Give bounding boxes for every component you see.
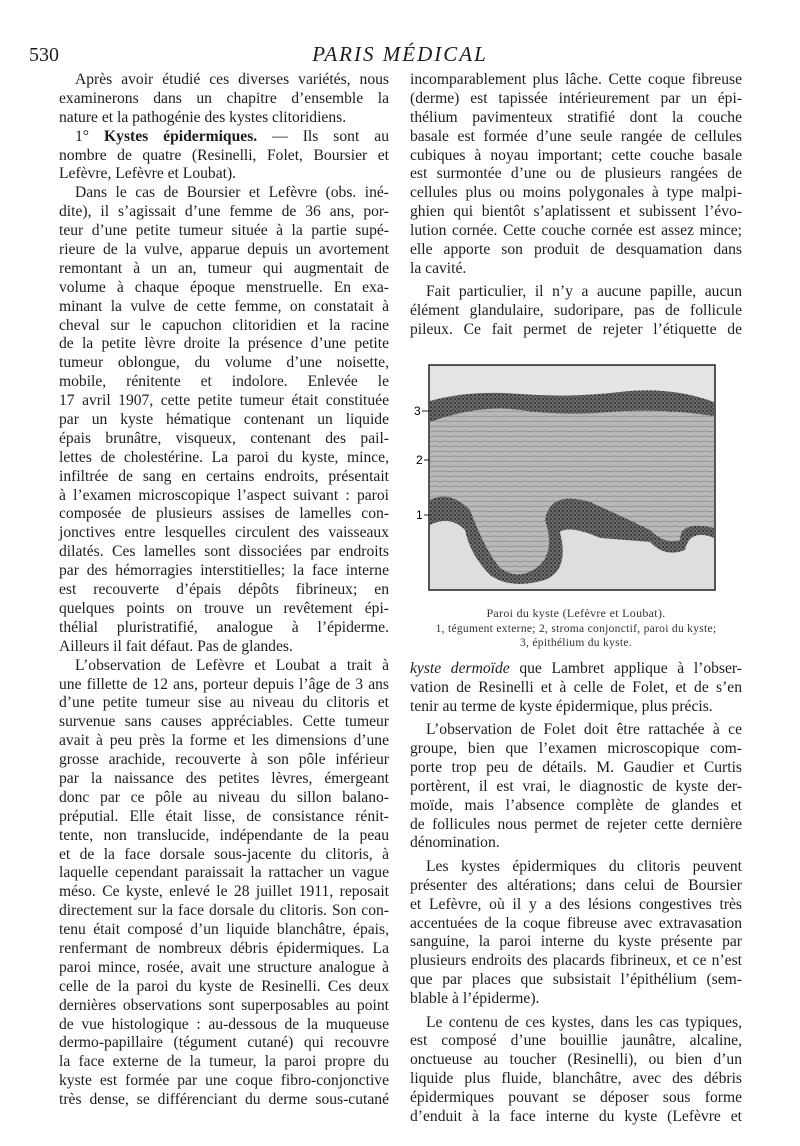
text-line: une fillette de 12 ans, porteur depuis l’âge de 3 ans — [59, 675, 389, 693]
text-line: à l’examen microscopique l’aspect suivant : paroi — [59, 486, 389, 504]
text-line: portèrent, il est vrai, le diagnostic de kyste der- — [410, 777, 742, 795]
text-line: mobile, rénitente et indolore. Enlevée le — [59, 373, 389, 391]
text-line: et Lefèvre, où il y a des lésions congestives très — [410, 895, 742, 913]
text-line: tenu était composé d’un liquide blanchâtre, épais, — [59, 921, 389, 939]
figure-labels — [414, 404, 430, 522]
text-line: blable à l’épiderme). — [410, 990, 540, 1008]
text-line: par un kyste hématique contenant un liquide — [59, 411, 389, 429]
text-line: infiltrée de sang en certains endroits, présentait — [59, 467, 389, 485]
text-line: Les kystes épidermiques du clitoris peuvent — [426, 857, 742, 875]
text-line: pileux. Ce fait permet de rejeter l’étiquette de — [410, 321, 742, 339]
text-line: quelques points on trouve un revêtement épi- — [59, 599, 389, 617]
text-line: jonctives entre lesquelles circulent des vaisseaux — [59, 524, 389, 542]
text-line: paroi mince, rosée, avait une structure analogue à — [59, 958, 389, 976]
text-line: teur d’une petite tumeur située à la partie supé- — [59, 222, 389, 240]
text-line: épais brunâtre, visqueux, contenant des pail- — [59, 429, 389, 447]
text-line: groupe, bien que l’examen microscopique com- — [410, 740, 742, 758]
text-line: elle apporte son produit de desquamation dans — [410, 241, 742, 259]
paragraph — [410, 721, 742, 853]
text-line: lettes de cholestérine. La paroi du kyste, mince, — [59, 448, 389, 466]
text-line: thélial pluristratifié, analogue à l’épiderme. — [59, 618, 389, 636]
text-line: porte trop peu de détails. M. Gaudier et Curtis — [410, 758, 742, 776]
figure-label-1: 1 — [416, 507, 423, 522]
histology-illustration — [410, 350, 742, 600]
figure-label-2: 2 — [416, 452, 423, 467]
text-line: accentuées de la coque fibreuse avec extravasation — [410, 914, 742, 932]
paragraph — [410, 858, 742, 1009]
text-line: lution cornée. Cette couche cornée est assez mince; — [410, 222, 742, 240]
text-line: 17 avril 1907, cette petite tumeur était constituée — [59, 392, 389, 410]
figure-histology — [410, 350, 742, 600]
right-column — [410, 71, 742, 1131]
text-line: de la petite lèvre droite la présence d’une petite — [59, 335, 389, 353]
paragraph — [410, 660, 742, 717]
paragraph — [59, 71, 389, 128]
text-line: onctueuse au toucher (Resinelli), ou bien d’un — [410, 1051, 742, 1069]
text-line: tumeur oblongue, du volume d’une noisette, — [59, 354, 389, 372]
text-line: par la naissance des petites lèvres, émergeant — [59, 769, 389, 787]
left-column — [59, 71, 389, 1110]
text-line: présenter des altérations; dans celui de Boursier — [410, 876, 742, 894]
text-line: d’enduit à la face interne du kyste (Lefèvre et — [410, 1107, 742, 1125]
text-line: est recouverte d’épais dépôts fibrineux; en — [59, 581, 389, 599]
text-line: cubiques à noyau important; cette couche basale — [410, 146, 742, 164]
text-line: celle de la paroi du kyste de Resinelli. Ces deux — [59, 977, 389, 995]
text-line: sanguine, la paroi interne du kyste présente par — [410, 933, 742, 951]
text-line: volume à chaque époque menstruelle. En exa- — [59, 278, 389, 296]
text-line: rieure de la vulve, apparue depuis un avortement — [59, 241, 389, 259]
text-line: de follicules nous permet de rejeter cette dernière — [410, 815, 742, 833]
text-line: épidermiques pouvant se déposer sous forme — [410, 1089, 742, 1107]
text-span: — Ils sont au — [257, 127, 389, 145]
text-line: dernières observations sont superposables au point — [59, 996, 389, 1014]
page-number: 530 — [29, 44, 59, 66]
text-line: minant la vulve de cette femme, on constatait à — [59, 297, 389, 315]
figure-label-3: 3 — [414, 403, 421, 418]
text-line: dilatés. Ces lamelles sont dissociées par endroits — [59, 543, 389, 561]
text-line: kyste est formée par une coque fibro-conjonctive — [59, 1072, 389, 1090]
text-line: Dans le cas de Boursier et Lefèvre (obs. iné- — [75, 184, 389, 202]
text-line: nature et la pathogénie des kystes clitoridiens. — [59, 108, 347, 126]
text-line: est surmontée d’une ou de plusieurs rangées de — [410, 165, 742, 183]
text-line: avait à peu près la forme et les dimensions d’une — [59, 732, 389, 750]
text-line: composée de plusieurs assises de lamelles con- — [59, 505, 389, 523]
paragraph — [59, 657, 389, 1110]
text-line: dénomination. — [410, 834, 500, 852]
text-line: Après avoir étudié ces diverses variétés, nous — [75, 71, 389, 88]
text-line: Le contenu de ces kystes, dans les cas typiques, — [426, 1013, 742, 1031]
text-line: vation de Resinelli et à celle de Folet, et de s’en — [410, 678, 742, 696]
text-line: dite), il s’agissait d’une femme de 36 ans, por- — [59, 203, 389, 221]
text-line: grosse arachide, recouverte à son pôle inférieur — [59, 751, 389, 769]
text-line — [59, 128, 389, 147]
text-line: Ailleurs il fait défaut. Pas de glandes. — [59, 637, 293, 655]
bold-heading: Kystes épidermiques. — [104, 127, 258, 145]
text-line: directement sur la face dorsale du clitoris. Son con- — [59, 902, 389, 920]
text-line: (derme) est tapissée intérieurement par un épi- — [410, 89, 742, 107]
text-line: que par places que subsistait l’épithélium (sem- — [410, 971, 742, 989]
text-line: ghien qui bientôt s’aplatissent et subissent l’évo- — [410, 203, 742, 221]
text-line: dermo-papillaire (tégument cutané) qui recouvre — [59, 1034, 389, 1052]
text-line: de vue histologique : au-dessous de la muqueuse — [59, 1015, 389, 1033]
text-line: la cavité. — [410, 259, 467, 277]
caption-title: Paroi du kyste (Lefèvre et Loubat). — [486, 605, 666, 620]
text-line: par des hémorragies interstitielles; la face interne — [59, 562, 389, 580]
text-line: basale est formée d’une seule rangée de cellules — [410, 127, 742, 145]
text-line: L’observation de Folet doit être rattachée à ce — [426, 721, 742, 739]
text-line: très dense, se différenciant du derme sous-cutané — [59, 1091, 389, 1109]
text-line: thélium pavimenteux stratifié dont la couche — [410, 108, 742, 126]
text-line: cellules plus ou moins polygonales à type malpi- — [410, 184, 742, 202]
text-line: remontant à un an, tumeur qui augmentait de — [59, 259, 389, 277]
text-line: plusieurs endroits des placards fibrineux, et ce n’est — [410, 952, 742, 970]
text-line: méso. Ce kyste, enlevé le 28 juillet 1911, reposait — [59, 883, 389, 901]
text-line: d’une petite tumeur sise au niveau du clitoris et — [59, 694, 389, 712]
caption-legend-line-1: 1, tégument externe; 2, stroma conjonctif, paroi du kyste; — [435, 622, 717, 635]
text-line: Lefèvre, Lefèvre et Loubat). — [59, 165, 237, 183]
text-line: est composé d’une bouillie jaunâtre, alcaline, — [410, 1032, 742, 1050]
text-line: Fait particulier, il n’y a aucune papille, aucun — [426, 283, 742, 301]
text-line: liquide plus fluide, blanchâtre, avec des débris — [410, 1070, 742, 1088]
text-line: laquelle cependant paraissait la rattacher un vague — [59, 864, 389, 882]
running-header-title: PARIS MÉDICAL — [312, 42, 488, 66]
text-line: donc par ce pôle au niveau du sillon balano- — [59, 788, 389, 806]
figure-caption — [410, 606, 742, 650]
paragraph — [59, 184, 389, 656]
text-line — [410, 660, 742, 679]
right-column-bottom-text — [410, 660, 742, 1127]
right-column-top-text — [410, 71, 742, 340]
text-line: préputial. Elle était lisse, de consistance rénit- — [59, 807, 389, 825]
text-line: moïde, mais l’absence complète de glandes et — [410, 796, 742, 814]
text-line: renfermant de nombreux débris épidermiques. La — [59, 939, 389, 957]
text-line: nombre de quatre (Resinelli, Folet, Boursier et — [59, 146, 389, 164]
text-line: tente, non translucide, indépendante de la peau — [59, 826, 389, 844]
paragraph — [410, 71, 742, 279]
text-line: cheval sur le capuchon clitoridien et la racine — [59, 316, 389, 334]
text-line: incomparablement plus lâche. Cette coque fibreuse — [410, 71, 742, 88]
paragraph — [410, 283, 742, 340]
text-line: examinerons dans un chapitre d’ensemble la — [59, 89, 389, 107]
text-line: élément glandulaire, sudoripare, pas de follicule — [410, 302, 742, 320]
text-line: et de la face dorsale sous-jacente du clitoris, à — [59, 845, 389, 863]
text-line: tenir au terme de kyste épidermique, plus précis. — [410, 697, 713, 715]
italic-term: kyste dermoïde — [410, 659, 510, 677]
text-span: 1° — [75, 127, 105, 145]
text-line: survenue sans causes appréciables. Cette tumeur — [59, 713, 389, 731]
text-span: que Lambret applique à l’obser- — [509, 659, 742, 677]
text-line: la face externe de la tumeur, la paroi propre du — [59, 1053, 389, 1071]
caption-legend-line-2: 3, épithélium du kyste. — [520, 636, 632, 649]
paragraph — [410, 1014, 742, 1127]
paragraph — [59, 128, 389, 185]
text-line: L’observation de Lefèvre et Loubat a trait à — [75, 656, 389, 674]
